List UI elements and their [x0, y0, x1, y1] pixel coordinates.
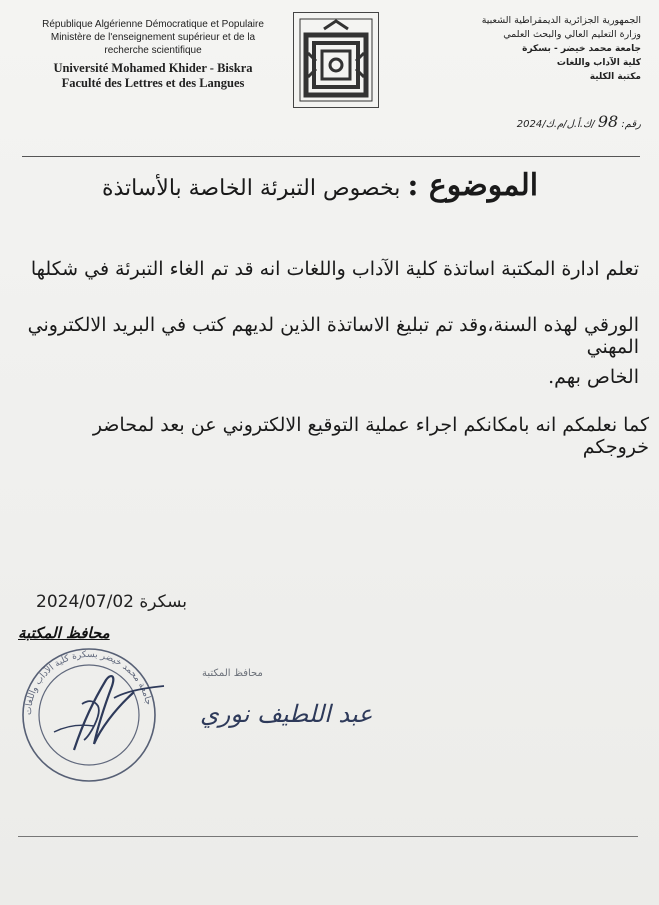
- subject-line: [60, 168, 580, 203]
- header-ar-library: مكتبة الكلية: [589, 72, 641, 82]
- signatory-title: محافظ المكتبة: [18, 624, 110, 642]
- header-fr-republic: République Algérienne Démocratique et Populaire: [42, 19, 264, 30]
- body-line-1: تعلم ادارة المكتبة اساتذة كلية الآداب واللغات انه قد تم الغاء التبرئة في شكلها: [30, 258, 639, 280]
- header-fr-faculty: Faculté des Lettres et des Langues: [61, 76, 245, 90]
- subject-label: الموضوع :: [407, 168, 539, 203]
- header-ar-ministry: وزارة التعليم العالي والبحث العلمي: [503, 29, 641, 40]
- date-place: بسكرة: [139, 592, 187, 612]
- body-line-4: كما نعلمكم انه بامكانكم اجراء عملية التوقيع الالكتروني عن بعد لمحاضر خروجكم: [92, 414, 649, 458]
- reference-prefix: رقم:: [621, 119, 641, 130]
- header-arabic: [401, 14, 641, 84]
- header-fr-ministry-cont: recherche scientifique: [104, 45, 202, 56]
- date-value: 2024/07/02: [36, 592, 134, 612]
- date-line: [36, 592, 187, 612]
- stamp-name: عبد اللطيف نوري: [200, 700, 373, 728]
- official-stamp-icon: [14, 640, 184, 790]
- handwritten-signature: [74, 676, 134, 750]
- header-fr-ministry: Ministère de l'enseignement supérieur et de la: [50, 32, 256, 43]
- svg-text:جامعة محمد خيضر بسكرة كلية الآ: [24, 650, 153, 715]
- header-ar-republic: الجمهورية الجزائرية الديمقراطية الشعبية: [481, 15, 641, 26]
- header-divider: [22, 156, 640, 157]
- header-ar-faculty: كلية الآداب واللغات: [556, 58, 641, 68]
- header-ar-university: جامعة محمد خيضر - بسكرة: [522, 44, 641, 54]
- body-line-3: الخاص بهم.: [548, 366, 639, 388]
- university-logo: [293, 12, 379, 108]
- subject-text: بخصوص التبرئة الخاصة بالأساتذة: [101, 176, 401, 201]
- reference-number: [517, 112, 641, 131]
- stamp-role: محافظ المكتبة: [202, 668, 263, 679]
- body-line-2: الورقي لهذه السنة،وقد تم تبليغ الاساتذة الذين لديهم كتب في البريد الالكتروني المهني: [27, 314, 639, 358]
- reference-suffix: /ك.أ.ل/م.ك/2024: [516, 119, 595, 130]
- stamp-ring-text: جامعة محمد خيضر بسكرة كلية الآداب واللغات: [23, 649, 154, 716]
- header-fr-university: Université Mohamed Khider - Biskra: [53, 61, 253, 75]
- university-logo-icon: [294, 13, 378, 107]
- footer-divider: [18, 836, 638, 837]
- reference-handwritten-number: 98: [597, 112, 619, 131]
- header-french: [18, 18, 288, 91]
